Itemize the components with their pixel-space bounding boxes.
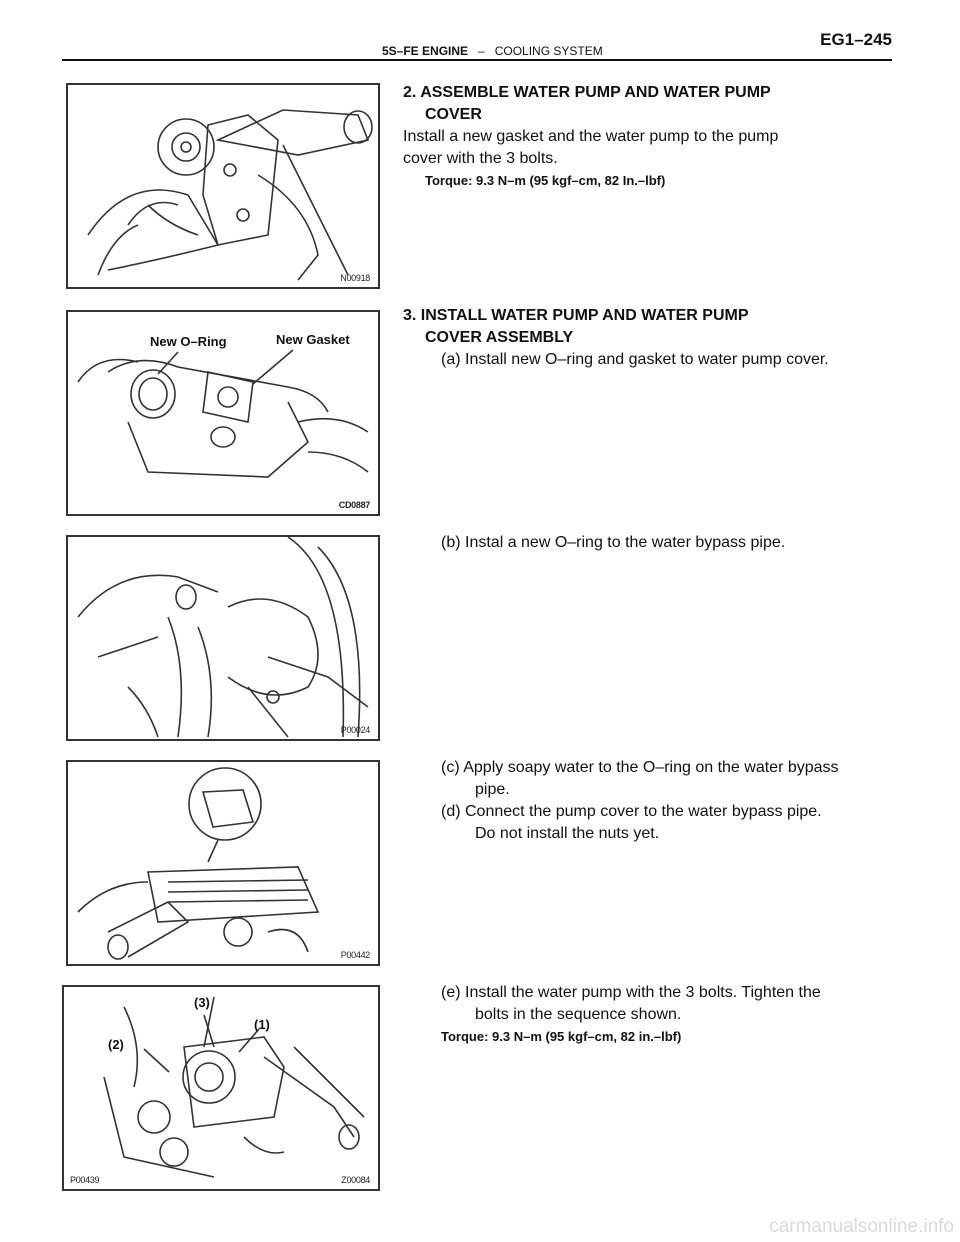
step-3a: (a) Install new O–ring and gasket to water pump cover. [441,351,829,368]
figure-bypass-pipe [66,535,380,741]
label-bolt-1: (1) [254,1017,270,1032]
figure-code-left: P00439 [70,1175,100,1185]
step-3 [403,305,943,371]
label-bolt-2: (2) [108,1037,124,1052]
header-section [382,44,603,58]
illustration-bypass-pipe [68,537,378,739]
step-3-heading-2: COVER ASSEMBLY [425,329,574,346]
page-header [62,22,892,62]
step-2-heading-1: 2. ASSEMBLE WATER PUMP AND WATER PUMP [403,84,771,101]
step-3c-line-1: (c) Apply soapy water to the O–ring on the water bypass [441,759,839,776]
illustration-water-pump [68,85,378,287]
watermark: carmanualsonline.info [769,1216,954,1237]
label-bolt-3: (3) [194,995,210,1010]
step-2-heading-2: COVER [425,106,482,123]
figure-bolt-sequence [62,985,380,1191]
step-2-torque: Torque: 9.3 N–m (95 kgf–cm, 82 In.–lbf) [425,173,666,188]
label-new-oring: New O–Ring [150,334,227,349]
header-rule [62,59,892,61]
step-3b: (b) Instal a new O–ring to the water bypass pipe. [441,534,786,551]
figure-code-right: Z00084 [341,1175,370,1185]
step-2-body-1: Install a new gasket and the water pump to the pump [403,128,779,145]
header-subsection: COOLING SYSTEM [494,44,603,58]
step-3e-torque: Torque: 9.3 N–m (95 kgf–cm, 82 in.–lbf) [441,1029,682,1044]
step-3cd-block [403,757,943,845]
figure-oring-gasket [66,310,380,516]
label-new-gasket: New Gasket [276,332,350,347]
header-section-title: 5S–FE ENGINE [382,44,469,58]
step-3b-block [403,532,943,554]
step-3d-line-1: (d) Connect the pump cover to the water bypass pipe. [441,803,822,820]
illustration-pump-cover-connect [68,762,378,964]
step-2-body-2: cover with the 3 bolts. [403,150,558,167]
step-3e-line-2: bolts in the sequence shown. [475,1006,682,1023]
figure-code: CD0887 [338,500,370,510]
step-3c-line-2: pipe. [475,781,510,798]
figure-pump-cover-connect [66,760,380,966]
step-3e-block [403,982,943,1048]
step-2 [403,82,923,192]
figure-code: P00024 [340,725,370,735]
figure-water-pump-assembly [66,83,380,289]
illustration-bolt-sequence [64,987,378,1189]
figure-code: N00918 [340,273,370,283]
header-separator: – [478,44,485,58]
step-3d-line-2: Do not install the nuts yet. [475,825,660,842]
step-3-heading-1: 3. INSTALL WATER PUMP AND WATER PUMP [403,307,749,324]
step-3e-line-1: (e) Install the water pump with the 3 bolts. Tighten the [441,984,821,1001]
page-number: EG1–245 [820,30,892,49]
figure-code: P00442 [340,950,370,960]
